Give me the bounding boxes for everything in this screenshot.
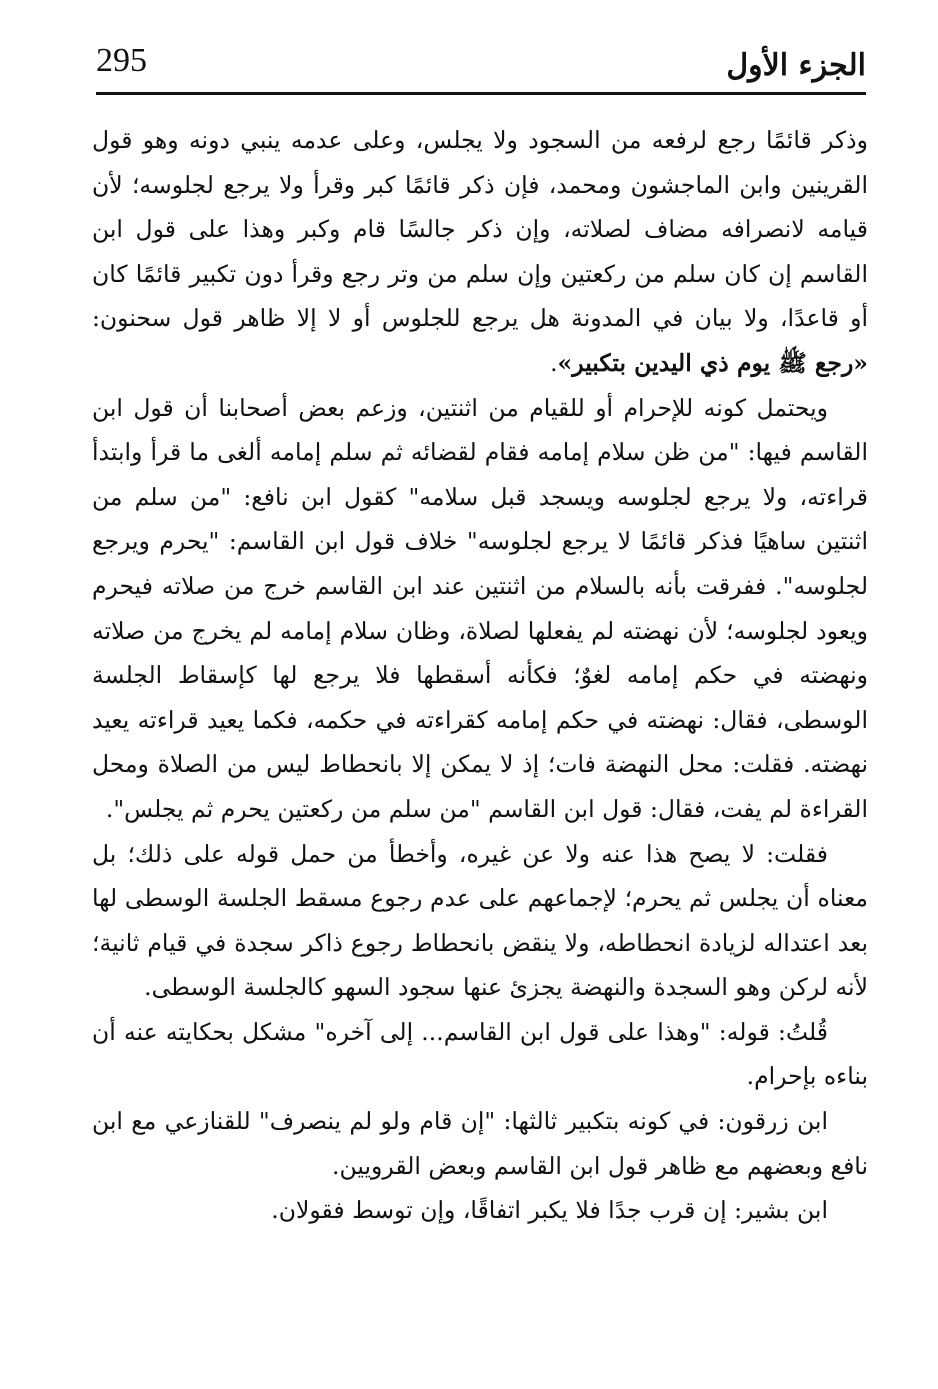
paragraph-3: فقلت: لا يصح هذا عنه ولا عن غيره، وأخطأ من حمل قوله على ذلك؛ بل معناه أن يجلس ثم يحرم؛ لإجماعهم على عدم رجوع مسقط الجلسة الوسطى لها بعد اعتداله لزيادة انحطاطه، ولا ينقض بانحطاط رجوع ذاكر سجدة في قيام ثانية؛ لأنه لركن وهو السجدة والنهضة يجزئ عنها سجود السهو كالجلسة الوسطى. — [92, 839, 868, 1002]
paragraph-4: قُلتُ: قوله: "وهذا على قول ابن القاسم... إلى آخره" مشكل بحكايته عنه أن بناءه بإحرام. — [92, 1017, 868, 1091]
page-number: 295 — [96, 42, 147, 79]
paragraph-2: ويحتمل كونه للإحرام أو للقيام من اثنتين، وزعم بعض أصحابنا أن قول ابن القاسم فيها: "من ظن سلام إمامه فقام لقضائه ثم سلم إمامه ألغى ما قرأ وابتدأ قراءته، ولا يرجع لجلوسه ويسجد قبل سلامه" كقول ابن نافع: "من سلم من اثنتين ساهيًا فذكر قائمًا لا يرجع لجلوسه" خلاف قول ابن القاسم: "يحرم ويرجع لجلوسه". ففرقت بأنه بالسلام من اثنتين عند ابن القاسم خرج من صلاته فيحرم ويعود لجلوسه؛ لأن نهضته لم يفعلها لصلاة، وظان سلام إمامه لم يخرج من صلاته ونهضته في حكم إمامه لغوٌ؛ فكأنه أسقطها فلا يرجع لها كإسقاط الجلسة الوسطى، فقال: نهضته في حكم إمامه كقراءته في حكمه، فكما يعيد قراءته يعيد نهضته. فقلت: محل النهضة فات؛ إذ لا يمكن إلا بانحطاط ليس من الصلاة ومحل القراءة لم يفت، فقال: قول ابن القاسم "من سلم من ركعتين يحرم ثم يجلس". — [92, 393, 868, 823]
paragraph-1 — [92, 118, 868, 386]
paragraph-1-text: وذكر قائمًا رجع لرفعه من السجود ولا يجلس، وعلى عدمه ينبي دونه وهو قول القرينين وابن الماجشون ومحمد، فإن ذكر قائمًا كبر وقرأ ولا يرجع لجلوسه؛ لأن قيامه لانصرافه مضاف لصلاته، وإن ذكر جالسًا قام وكبر وهذا على قول ابن القاسم إن كان سلم من ركعتين وإن سلم من وتر رجع وقرأ دون تكبير قائمًا كان أو قاعدًا، ولا بيان في المدونة هل يرجع للجلوس أو لا إلا ظاهر قول سحنون: — [92, 126, 868, 333]
page-header — [92, 42, 866, 94]
header-divider — [96, 92, 866, 95]
paragraph-5: ابن زرقون: في كونه بتكبير ثالثها: "إن قام ولو لم ينصرف" للقنازعي مع ابن نافع وبعضهم مع ظاهر قول ابن القاسم وبعض القرويين. — [92, 1107, 868, 1180]
page-body — [92, 118, 868, 1358]
running-title: الجزء الأول — [726, 48, 866, 83]
paragraph-1-end: . — [550, 348, 558, 377]
hadith-quote: «رجع ﷺ يوم ذي اليدين بتكبير» — [557, 348, 868, 377]
paragraph-6: ابن بشير: إن قرب جدًا فلا يكبر اتفاقًا، وإن توسط فقولان. — [271, 1196, 828, 1225]
